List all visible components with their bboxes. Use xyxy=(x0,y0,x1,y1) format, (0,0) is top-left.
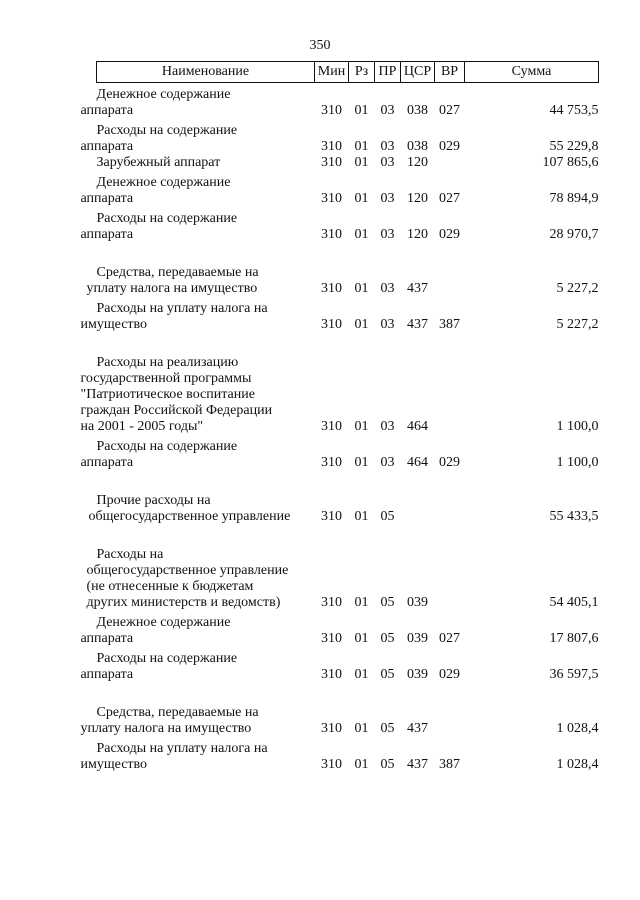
header-csr: ЦСР xyxy=(401,62,435,83)
row-rz: 01 xyxy=(354,721,369,736)
row-pr: 05 xyxy=(380,667,395,682)
row-min: 310 xyxy=(321,139,342,154)
row-sum: 5 227,2 xyxy=(556,317,599,332)
row-vr: 027 xyxy=(439,103,460,118)
row-name: Расходы на содержание аппарата xyxy=(80,439,238,470)
row-min: 310 xyxy=(321,455,342,470)
table-header-row xyxy=(97,62,599,83)
row-sum: 78 894,9 xyxy=(549,191,599,206)
row-sum: 1 100,0 xyxy=(556,419,599,434)
row-csr: 437 xyxy=(407,721,428,736)
header-pr: ПР xyxy=(375,62,401,83)
page-number: 350 xyxy=(309,38,331,53)
row-csr: 437 xyxy=(407,317,428,332)
table-row xyxy=(97,119,599,155)
row-vr: 029 xyxy=(439,455,460,470)
row-name: Зарубежный аппарат xyxy=(96,155,221,170)
header-name: Наименование xyxy=(97,62,315,83)
row-rz: 01 xyxy=(354,667,369,682)
row-vr xyxy=(435,243,465,297)
table-row xyxy=(97,471,599,525)
row-pr: 03 xyxy=(380,455,395,470)
row-vr: 387 xyxy=(439,757,460,772)
row-min: 310 xyxy=(321,721,342,736)
row-rz: 01 xyxy=(354,155,369,170)
table-body xyxy=(80,83,599,774)
row-name: Расходы на содержание аппарата xyxy=(80,123,238,154)
header-min: Мин xyxy=(315,62,349,83)
row-min: 310 xyxy=(321,281,342,296)
row-name: Расходы на уплату налога на имущество xyxy=(80,741,268,772)
row-pr: 03 xyxy=(380,419,395,434)
row-vr: 029 xyxy=(439,227,460,242)
row-vr: 029 xyxy=(439,667,460,682)
row-rz: 01 xyxy=(354,455,369,470)
table-row xyxy=(97,207,599,243)
row-pr: 05 xyxy=(380,631,395,646)
row-sum: 1 100,0 xyxy=(556,455,599,470)
table-row xyxy=(97,611,599,647)
header-vr: ВР xyxy=(435,62,465,83)
row-vr xyxy=(435,155,465,171)
row-vr: 027 xyxy=(439,631,460,646)
budget-table xyxy=(80,61,599,773)
table-row xyxy=(97,525,599,611)
row-min: 310 xyxy=(321,419,342,434)
row-min: 310 xyxy=(321,103,342,118)
table-row xyxy=(97,737,599,773)
row-csr: 039 xyxy=(407,595,428,610)
row-csr: 120 xyxy=(407,191,428,206)
row-csr: 039 xyxy=(407,631,428,646)
row-min: 310 xyxy=(321,757,342,772)
row-pr: 03 xyxy=(380,139,395,154)
row-pr: 05 xyxy=(380,721,395,736)
row-min: 310 xyxy=(321,317,342,332)
row-pr: 03 xyxy=(380,227,395,242)
row-csr: 038 xyxy=(407,139,428,154)
table-row xyxy=(97,155,599,171)
row-name: Средства, передаваемые на уплату налога на имущество xyxy=(80,705,259,736)
row-rz: 01 xyxy=(354,103,369,118)
row-rz: 01 xyxy=(354,191,369,206)
row-rz: 01 xyxy=(354,139,369,154)
row-name: Расходы на общегосударственное управление (не отнесенные к бюджетам других министерств и ведомств) xyxy=(86,547,289,610)
row-csr: 120 xyxy=(407,155,428,170)
row-rz: 01 xyxy=(354,227,369,242)
row-rz: 01 xyxy=(354,757,369,772)
row-vr xyxy=(435,683,465,737)
row-sum: 36 597,5 xyxy=(549,667,599,682)
table-row xyxy=(97,435,599,471)
row-pr: 05 xyxy=(380,595,395,610)
row-sum: 5 227,2 xyxy=(556,281,599,296)
row-name: Денежное содержание аппарата xyxy=(80,175,231,206)
row-name: Денежное содержание аппарата xyxy=(80,87,231,118)
row-vr xyxy=(435,333,465,435)
table-row xyxy=(97,333,599,435)
row-pr: 03 xyxy=(380,103,395,118)
row-rz: 01 xyxy=(354,419,369,434)
row-sum: 44 753,5 xyxy=(549,103,599,118)
row-min: 310 xyxy=(321,191,342,206)
row-rz: 01 xyxy=(354,281,369,296)
row-pr: 03 xyxy=(380,155,395,170)
row-sum: 55 229,8 xyxy=(549,139,599,154)
row-vr: 029 xyxy=(439,139,460,154)
row-sum: 55 433,5 xyxy=(549,509,599,524)
row-min: 310 xyxy=(321,155,342,170)
row-vr xyxy=(435,525,465,611)
row-csr: 039 xyxy=(407,667,428,682)
row-csr xyxy=(401,471,435,525)
table-row xyxy=(97,83,599,120)
table-row xyxy=(97,647,599,683)
row-name: Расходы на реализацию государственной программы "Патриотическое воспитание граждан Российской Федерации на 2001 - 2005 годы" xyxy=(80,355,273,434)
row-pr: 03 xyxy=(380,317,395,332)
row-sum: 107 865,6 xyxy=(542,155,599,170)
row-sum: 1 028,4 xyxy=(556,757,599,772)
row-rz: 01 xyxy=(354,595,369,610)
row-csr: 038 xyxy=(407,103,428,118)
row-name: Расходы на содержание аппарата xyxy=(80,651,238,682)
row-min: 310 xyxy=(321,227,342,242)
header-sum: Сумма xyxy=(465,62,599,83)
table-row xyxy=(97,297,599,333)
row-pr: 03 xyxy=(380,281,395,296)
row-rz: 01 xyxy=(354,317,369,332)
row-rz: 01 xyxy=(354,509,369,524)
table-row xyxy=(97,171,599,207)
row-rz: 01 xyxy=(354,631,369,646)
row-csr: 437 xyxy=(407,281,428,296)
row-min: 310 xyxy=(321,631,342,646)
row-vr: 027 xyxy=(439,191,460,206)
row-sum: 54 405,1 xyxy=(549,595,599,610)
row-csr: 464 xyxy=(407,455,428,470)
row-name: Расходы на содержание аппарата xyxy=(80,211,238,242)
row-min: 310 xyxy=(321,595,342,610)
row-csr: 120 xyxy=(407,227,428,242)
row-sum: 17 807,6 xyxy=(549,631,599,646)
row-name: Прочие расходы на общегосударственное управление xyxy=(88,493,291,524)
row-pr: 03 xyxy=(380,191,395,206)
row-min: 310 xyxy=(321,667,342,682)
row-sum: 1 028,4 xyxy=(556,721,599,736)
header-rz: Рз xyxy=(349,62,375,83)
row-vr xyxy=(435,471,465,525)
row-pr: 05 xyxy=(380,757,395,772)
row-vr: 387 xyxy=(439,317,460,332)
table-row xyxy=(97,243,599,297)
row-name: Денежное содержание аппарата xyxy=(80,615,231,646)
row-sum: 28 970,7 xyxy=(549,227,599,242)
row-name: Расходы на уплату налога на имущество xyxy=(80,301,268,332)
row-csr: 464 xyxy=(407,419,428,434)
row-pr: 05 xyxy=(380,509,395,524)
row-name: Средства, передаваемые на уплату налога на имущество xyxy=(86,265,259,296)
row-csr: 437 xyxy=(407,757,428,772)
row-min: 310 xyxy=(321,509,342,524)
table-row xyxy=(97,683,599,737)
